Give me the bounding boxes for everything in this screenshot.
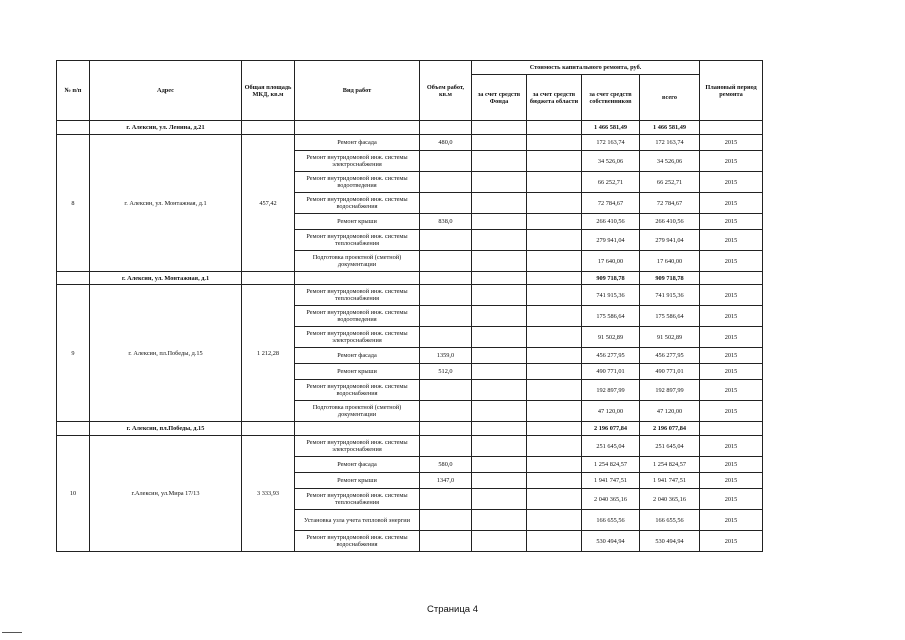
cell-total: 741 915,36 bbox=[640, 285, 700, 306]
summary-empty bbox=[420, 272, 472, 285]
header-owners: за счет средств собственников bbox=[582, 75, 640, 121]
table-row bbox=[57, 135, 763, 151]
cell-owners: 251 645,04 bbox=[582, 436, 640, 457]
summary-empty bbox=[242, 272, 295, 285]
cell-owners: 172 163,74 bbox=[582, 135, 640, 151]
summary-empty bbox=[295, 272, 420, 285]
cell-owners: 266 410,56 bbox=[582, 214, 640, 230]
cell-total: 1 941 747,51 bbox=[640, 473, 700, 489]
cell-fund bbox=[472, 436, 527, 457]
work-type: Ремонт внутридомовой инж. системы теплоснабжения bbox=[295, 285, 420, 306]
cell-period: 2015 bbox=[700, 348, 763, 364]
cell-fund bbox=[472, 380, 527, 401]
document-sheet bbox=[56, 60, 762, 552]
cell-fund bbox=[472, 473, 527, 489]
work-type: Ремонт фасада bbox=[295, 135, 420, 151]
work-type: Ремонт внутридомовой инж. системы водоотведения bbox=[295, 306, 420, 327]
cell-owners: 192 897,99 bbox=[582, 380, 640, 401]
work-volume: 512,0 bbox=[420, 364, 472, 380]
summary-total: 909 718,78 bbox=[640, 272, 700, 285]
cell-period: 2015 bbox=[700, 489, 763, 510]
cell-period: 2015 bbox=[700, 193, 763, 214]
summary-empty bbox=[472, 422, 527, 436]
cell-period: 2015 bbox=[700, 327, 763, 348]
work-volume bbox=[420, 230, 472, 251]
cell-owners: 175 586,64 bbox=[582, 306, 640, 327]
cell-budget bbox=[527, 251, 582, 272]
work-type: Ремонт внутридомовой инж. системы водоснабжения bbox=[295, 531, 420, 552]
cell-fund bbox=[472, 214, 527, 230]
work-type: Ремонт внутридомовой инж. системы водоснабжения bbox=[295, 193, 420, 214]
object-area: 457,42 bbox=[242, 135, 295, 272]
summary-address: г. Алексин, ул. Ленина, д.21 bbox=[90, 121, 242, 135]
object-area: 3 333,93 bbox=[242, 436, 295, 552]
cell-budget bbox=[527, 489, 582, 510]
summary-empty bbox=[242, 121, 295, 135]
work-type: Ремонт фасада bbox=[295, 348, 420, 364]
summary-total: 2 196 077,84 bbox=[640, 422, 700, 436]
cell-fund bbox=[472, 348, 527, 364]
cell-budget bbox=[527, 348, 582, 364]
work-type: Подготовка проектной (сметной) документации bbox=[295, 401, 420, 422]
cell-total: 47 120,00 bbox=[640, 401, 700, 422]
cell-owners: 741 915,36 bbox=[582, 285, 640, 306]
scan-mark bbox=[2, 632, 22, 633]
cell-fund bbox=[472, 230, 527, 251]
cell-budget bbox=[527, 193, 582, 214]
cell-total: 266 410,56 bbox=[640, 214, 700, 230]
cell-fund bbox=[472, 401, 527, 422]
work-volume bbox=[420, 306, 472, 327]
cell-budget bbox=[527, 531, 582, 552]
summary-empty bbox=[472, 121, 527, 135]
cell-budget bbox=[527, 306, 582, 327]
cell-owners: 91 502,89 bbox=[582, 327, 640, 348]
cell-period: 2015 bbox=[700, 401, 763, 422]
cell-period: 2015 bbox=[700, 510, 763, 531]
work-type: Ремонт внутридомовой инж. системы электроснабжения bbox=[295, 327, 420, 348]
summary-address: г. Алексин, ул. Монтажная, д.1 bbox=[90, 272, 242, 285]
summary-empty bbox=[242, 422, 295, 436]
summary-empty bbox=[527, 422, 582, 436]
work-volume bbox=[420, 172, 472, 193]
cell-budget bbox=[527, 214, 582, 230]
summary-owners: 2 196 077,84 bbox=[582, 422, 640, 436]
work-volume: 580,0 bbox=[420, 457, 472, 473]
work-type: Ремонт внутридомовой инж. системы теплоснабжения bbox=[295, 489, 420, 510]
cell-budget bbox=[527, 473, 582, 489]
work-type: Ремонт крыши bbox=[295, 214, 420, 230]
header-cost-group: Стоимость капитального ремонта, руб. bbox=[472, 61, 700, 75]
cell-fund bbox=[472, 489, 527, 510]
header-budget: за счет средств бюджета области bbox=[527, 75, 582, 121]
summary-owners: 909 718,78 bbox=[582, 272, 640, 285]
summary-row bbox=[57, 422, 763, 436]
cell-total: 17 640,00 bbox=[640, 251, 700, 272]
cell-total: 172 163,74 bbox=[640, 135, 700, 151]
summary-owners: 1 466 581,49 bbox=[582, 121, 640, 135]
summary-row bbox=[57, 121, 763, 135]
work-volume bbox=[420, 489, 472, 510]
cell-fund bbox=[472, 531, 527, 552]
cell-period: 2015 bbox=[700, 380, 763, 401]
header-volume: Объем работ, кв.м bbox=[420, 61, 472, 121]
cell-owners: 34 526,06 bbox=[582, 151, 640, 172]
header-num: № п/п bbox=[57, 61, 90, 121]
cell-owners: 456 277,95 bbox=[582, 348, 640, 364]
cell-fund bbox=[472, 193, 527, 214]
cell-owners: 17 640,00 bbox=[582, 251, 640, 272]
cell-total: 279 941,04 bbox=[640, 230, 700, 251]
cell-owners: 66 252,71 bbox=[582, 172, 640, 193]
cell-owners: 2 040 365,16 bbox=[582, 489, 640, 510]
summary-address: г. Алексин, пл.Победы, д.15 bbox=[90, 422, 242, 436]
cell-budget bbox=[527, 457, 582, 473]
object-num: 9 bbox=[57, 285, 90, 422]
summary-total: 1 466 581,49 bbox=[640, 121, 700, 135]
header-area: Общая площадь МКД, кв.м bbox=[242, 61, 295, 121]
cell-budget bbox=[527, 510, 582, 531]
work-type: Ремонт внутридомовой инж. системы теплоснабжения bbox=[295, 230, 420, 251]
summary-empty bbox=[472, 272, 527, 285]
summary-row bbox=[57, 272, 763, 285]
cell-fund bbox=[472, 251, 527, 272]
work-volume: 480,0 bbox=[420, 135, 472, 151]
cell-total: 251 645,04 bbox=[640, 436, 700, 457]
work-type: Ремонт внутридомовой инж. системы водоснабжения bbox=[295, 380, 420, 401]
summary-empty bbox=[57, 422, 90, 436]
cell-budget bbox=[527, 436, 582, 457]
work-type: Ремонт фасада bbox=[295, 457, 420, 473]
cell-fund bbox=[472, 510, 527, 531]
work-volume bbox=[420, 380, 472, 401]
summary-empty bbox=[700, 121, 763, 135]
cell-total: 175 586,64 bbox=[640, 306, 700, 327]
work-volume: 838,0 bbox=[420, 214, 472, 230]
work-volume bbox=[420, 401, 472, 422]
cell-fund bbox=[472, 285, 527, 306]
cell-period: 2015 bbox=[700, 457, 763, 473]
work-volume bbox=[420, 531, 472, 552]
cell-period: 2015 bbox=[700, 151, 763, 172]
cell-budget bbox=[527, 380, 582, 401]
summary-empty bbox=[527, 272, 582, 285]
work-type: Установка узла учета тепловой энергии bbox=[295, 510, 420, 531]
summary-empty bbox=[527, 121, 582, 135]
cell-period: 2015 bbox=[700, 436, 763, 457]
repair-table bbox=[56, 60, 763, 552]
cell-fund bbox=[472, 172, 527, 193]
cell-budget bbox=[527, 401, 582, 422]
cell-fund bbox=[472, 135, 527, 151]
cell-total: 72 784,67 bbox=[640, 193, 700, 214]
cell-period: 2015 bbox=[700, 531, 763, 552]
table-row bbox=[57, 285, 763, 306]
page-number: Страница 4 bbox=[427, 604, 478, 615]
object-num: 10 bbox=[57, 436, 90, 552]
cell-total: 34 526,06 bbox=[640, 151, 700, 172]
work-volume bbox=[420, 436, 472, 457]
work-volume bbox=[420, 327, 472, 348]
cell-total: 166 655,56 bbox=[640, 510, 700, 531]
cell-total: 66 252,71 bbox=[640, 172, 700, 193]
cell-fund bbox=[472, 306, 527, 327]
summary-empty bbox=[420, 422, 472, 436]
work-type: Ремонт внутридомовой инж. системы водоотведения bbox=[295, 172, 420, 193]
cell-period: 2015 bbox=[700, 473, 763, 489]
cell-owners: 72 784,67 bbox=[582, 193, 640, 214]
header-address: Адрес bbox=[90, 61, 242, 121]
cell-budget bbox=[527, 230, 582, 251]
cell-period: 2015 bbox=[700, 251, 763, 272]
summary-empty bbox=[295, 422, 420, 436]
cell-period: 2015 bbox=[700, 135, 763, 151]
cell-total: 91 502,89 bbox=[640, 327, 700, 348]
cell-period: 2015 bbox=[700, 364, 763, 380]
summary-empty bbox=[700, 422, 763, 436]
cell-period: 2015 bbox=[700, 172, 763, 193]
cell-budget bbox=[527, 285, 582, 306]
cell-budget bbox=[527, 135, 582, 151]
cell-owners: 47 120,00 bbox=[582, 401, 640, 422]
cell-owners: 530 494,94 bbox=[582, 531, 640, 552]
work-type: Ремонт крыши bbox=[295, 364, 420, 380]
work-volume bbox=[420, 251, 472, 272]
cell-total: 192 897,99 bbox=[640, 380, 700, 401]
cell-period: 2015 bbox=[700, 230, 763, 251]
cell-total: 1 254 824,57 bbox=[640, 457, 700, 473]
header-work: Вид работ bbox=[295, 61, 420, 121]
cell-owners: 279 941,04 bbox=[582, 230, 640, 251]
work-type: Ремонт внутридомовой инж. системы электроснабжения bbox=[295, 151, 420, 172]
cell-fund bbox=[472, 151, 527, 172]
work-volume bbox=[420, 151, 472, 172]
cell-period: 2015 bbox=[700, 306, 763, 327]
cell-total: 2 040 365,16 bbox=[640, 489, 700, 510]
cell-owners: 490 771,01 bbox=[582, 364, 640, 380]
summary-empty bbox=[57, 272, 90, 285]
header-total: всего bbox=[640, 75, 700, 121]
header-fund: за счет средств Фонда bbox=[472, 75, 527, 121]
cell-fund bbox=[472, 327, 527, 348]
table-row bbox=[57, 436, 763, 457]
cell-owners: 1 254 824,57 bbox=[582, 457, 640, 473]
cell-total: 490 771,01 bbox=[640, 364, 700, 380]
cell-period: 2015 bbox=[700, 285, 763, 306]
object-address: г.Алексин, ул.Мира 17/13 bbox=[90, 436, 242, 552]
summary-empty bbox=[57, 121, 90, 135]
work-type: Ремонт крыши bbox=[295, 473, 420, 489]
cell-budget bbox=[527, 172, 582, 193]
object-address: г. Алексин, пл.Победы, д.15 bbox=[90, 285, 242, 422]
object-num: 8 bbox=[57, 135, 90, 272]
cell-fund bbox=[472, 364, 527, 380]
cell-total: 456 277,95 bbox=[640, 348, 700, 364]
work-volume bbox=[420, 193, 472, 214]
cell-budget bbox=[527, 151, 582, 172]
summary-empty bbox=[700, 272, 763, 285]
work-volume bbox=[420, 285, 472, 306]
work-type: Подготовка проектной (сметной) документации bbox=[295, 251, 420, 272]
cell-owners: 166 655,56 bbox=[582, 510, 640, 531]
object-address: г. Алексин, ул. Монтажная, д.1 bbox=[90, 135, 242, 272]
work-type: Ремонт внутридомовой инж. системы электроснабжения bbox=[295, 436, 420, 457]
work-volume: 1359,0 bbox=[420, 348, 472, 364]
cell-period: 2015 bbox=[700, 214, 763, 230]
cell-owners: 1 941 747,51 bbox=[582, 473, 640, 489]
cell-fund bbox=[472, 457, 527, 473]
object-area: 1 212,28 bbox=[242, 285, 295, 422]
summary-empty bbox=[295, 121, 420, 135]
cell-budget bbox=[527, 327, 582, 348]
cell-total: 530 494,94 bbox=[640, 531, 700, 552]
work-volume: 1347,0 bbox=[420, 473, 472, 489]
header-period: Плановый период ремонта bbox=[700, 61, 763, 121]
work-volume bbox=[420, 510, 472, 531]
cell-budget bbox=[527, 364, 582, 380]
summary-empty bbox=[420, 121, 472, 135]
